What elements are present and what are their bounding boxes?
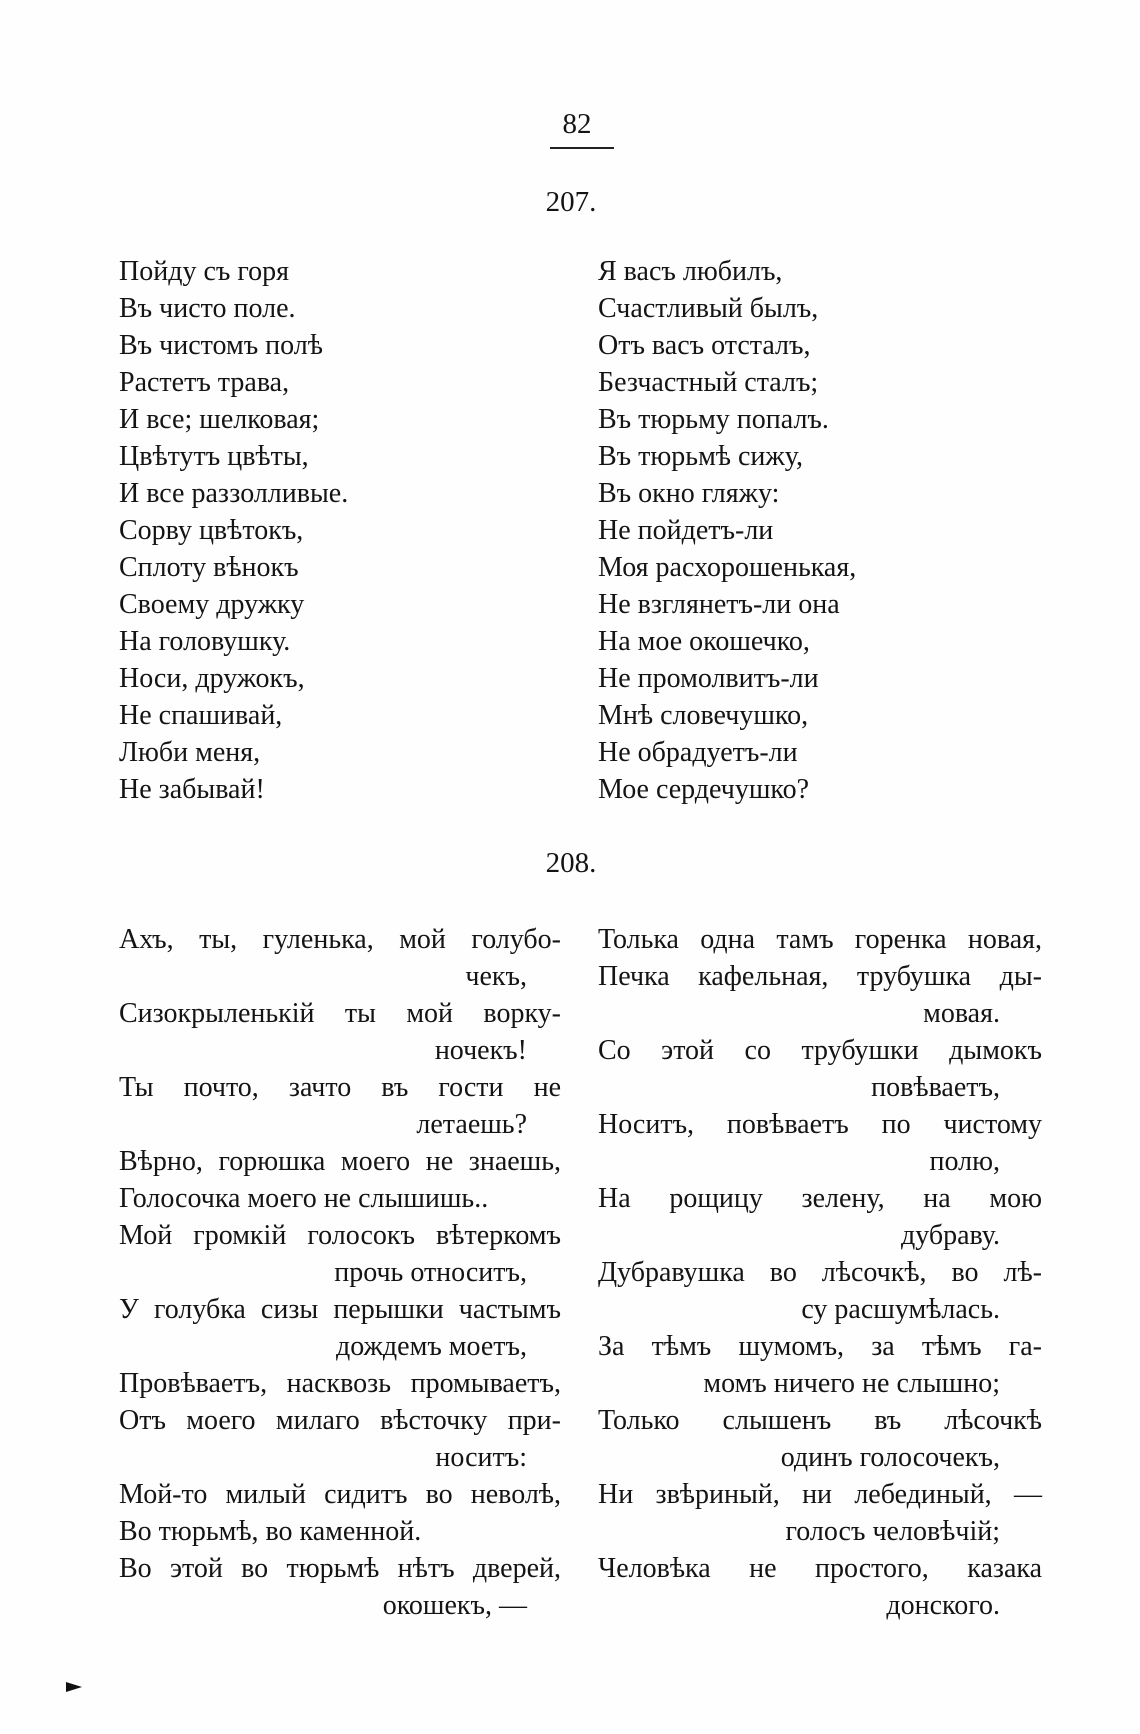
poem-line: Во тюрьмѣ, во каменной. xyxy=(119,1516,422,1547)
poem-line: Печка кафельная, трубушка ды- xyxy=(598,961,1042,992)
poem-line: Безчастный сталъ; xyxy=(598,367,819,398)
poem-line: Пойду съ горя xyxy=(119,256,290,287)
poem-line: Носитъ, повѣваетъ по чистому xyxy=(598,1109,1042,1140)
poem-line: Голосочка моего не слышишь.. xyxy=(119,1183,489,1214)
poem-line: Своему дружку xyxy=(119,589,305,620)
poem-line: Въ тюрьмѣ сижу, xyxy=(598,441,803,472)
poem-line: Со этой со трубушки дымокъ xyxy=(598,1035,1042,1066)
poem-line: Только слышенъ въ лѣсочкѣ xyxy=(598,1405,1042,1436)
printer-mark-icon xyxy=(66,1682,82,1692)
poem-line: ночекъ! xyxy=(434,1035,527,1066)
poem-line: На рощицу зелену, на мою xyxy=(598,1183,1042,1214)
poem-line: Въ чистомъ полѣ xyxy=(119,330,323,361)
page-number-rule xyxy=(550,147,614,149)
poem-line: носитъ: xyxy=(435,1442,527,1473)
poem-line: мовая. xyxy=(923,998,1000,1029)
poem-line: момъ ничего не слышно; xyxy=(703,1368,1000,1399)
poem-line: Ни звѣриный, ни лебединый, — xyxy=(598,1479,1042,1510)
poem-line: Во этой во тюрьмѣ нѣтъ дверей, xyxy=(119,1553,561,1584)
poem-208-left-column xyxy=(119,921,561,1624)
poem-line: На головушку. xyxy=(119,626,291,657)
page-number: 82 xyxy=(562,108,592,140)
poem-line: донского. xyxy=(886,1590,1000,1621)
poem-line: Въ тюрьму попалъ. xyxy=(598,404,829,435)
poem-line: одинъ голосочекъ, xyxy=(780,1442,1000,1473)
poem-line: Я васъ любилъ, xyxy=(598,256,783,287)
poem-line: окошекъ, — xyxy=(382,1590,527,1621)
poem-line: Въ окно гляжу: xyxy=(598,478,780,509)
poem-line: Счастливый былъ, xyxy=(598,293,819,324)
poem-line: На мое окошечко, xyxy=(598,626,810,657)
poem-number: 207. xyxy=(545,186,597,218)
poem-line: дубраву. xyxy=(900,1220,1000,1251)
poem-line: Провѣваетъ, насквозь промываетъ, xyxy=(119,1368,561,1399)
poem-207-left-column xyxy=(119,253,539,808)
poem-line: повѣваетъ, xyxy=(871,1072,1000,1103)
poem-line: су расшумѣлась. xyxy=(801,1294,1000,1325)
poem-line: И все; шелковая; xyxy=(119,404,320,435)
poem-208-right-column xyxy=(598,921,1042,1624)
poem-line: Отъ васъ отсталъ, xyxy=(598,330,811,361)
poem-line: Въ чисто поле. xyxy=(119,293,296,324)
poem-line: Дубравушка во лѣсочкѣ, во лѣ- xyxy=(598,1257,1042,1288)
poem-line: прочь относитъ, xyxy=(334,1257,527,1288)
poem-line: дождемъ моетъ, xyxy=(336,1331,527,1362)
poem-line: полю, xyxy=(929,1146,1000,1177)
poem-line: Человѣка не простого, казака xyxy=(598,1553,1042,1584)
poem-line: Мой громкій голосокъ вѣтеркомъ xyxy=(119,1220,561,1251)
poem-line: И все раззолливые. xyxy=(119,478,349,509)
poem-line: Толька одна тамъ горенка новая, xyxy=(598,924,1042,955)
poem-line: Ахъ, ты, гуленька, мой голубо- xyxy=(119,924,561,955)
poem-line: Не промолвитъ-ли xyxy=(598,663,819,694)
poem-line: У голубка сизы перышки частымъ xyxy=(119,1294,561,1325)
poem-line: Моя расхорошенькая, xyxy=(598,552,857,583)
poem-line: Не пойдетъ-ли xyxy=(598,515,774,546)
poem-line: Сизокрыленькій ты мой ворку- xyxy=(119,998,561,1029)
poem-207-right-column xyxy=(598,253,1042,808)
poem-line: Не обрадуетъ-ли xyxy=(598,737,798,768)
poem-line: Не взглянетъ-ли она xyxy=(598,589,840,620)
poem-line: Цвѣтутъ цвѣты, xyxy=(119,441,309,472)
poem-line: Люби меня, xyxy=(119,737,261,768)
poem-line: Ты почто, зачто въ гости не xyxy=(119,1072,561,1103)
poem-line: За тѣмъ шумомъ, за тѣмъ га- xyxy=(598,1331,1042,1362)
poem-line: Мое сердечушко? xyxy=(598,774,810,805)
poem-line: Вѣрно, горюшка моего не знаешь, xyxy=(119,1146,561,1177)
poem-line: Не спашивай, xyxy=(119,700,283,731)
poem-line: Растетъ трава, xyxy=(119,367,290,398)
poem-line: Сплоту вѣнокъ xyxy=(119,552,299,583)
poem-number: 208. xyxy=(545,847,597,879)
poem-line: Отъ моего милаго вѣсточку при- xyxy=(119,1405,561,1436)
poem-line: голосъ человѣчій; xyxy=(785,1516,1000,1547)
poem-line: летаешь? xyxy=(416,1109,527,1140)
poem-line: Носи, дружокъ, xyxy=(119,663,305,694)
poem-line: Сорву цвѣтокъ, xyxy=(119,515,304,546)
poem-line: Не забывай! xyxy=(119,774,265,805)
poem-line: Мой-то милый сидитъ во неволѣ, xyxy=(119,1479,561,1510)
poem-line: чекъ, xyxy=(465,961,527,992)
poem-line: Мнѣ словечушко, xyxy=(598,700,809,731)
